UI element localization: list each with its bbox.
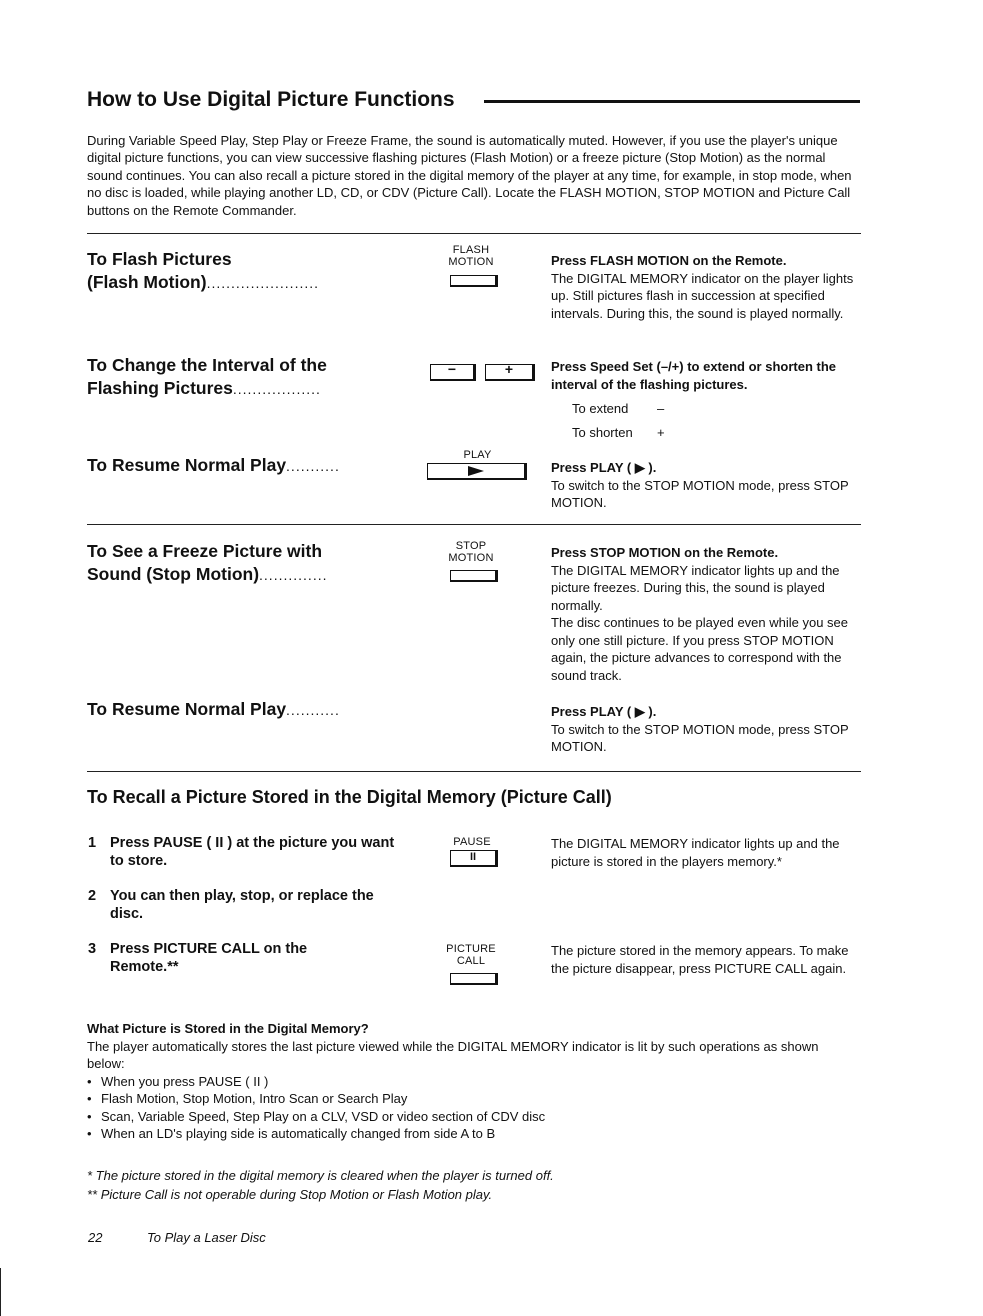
- speed-minus-button-icon: −: [430, 364, 476, 381]
- freeze-heading: To See a Freeze Picture with Sound (Stop Motion)..............: [87, 541, 328, 584]
- extend-value: –: [657, 401, 665, 416]
- stop-motion-button-icon: [450, 570, 498, 582]
- flash-motion-button-label: FLASH MOTION: [448, 244, 494, 268]
- what-heading: What Picture is Stored in the Digital Memory?: [87, 1021, 369, 1036]
- list-item: • When an LD's playing side is automatically changed from side A to B: [87, 1125, 787, 1142]
- step-2-text: You can then play, stop, or replace the disc.: [110, 888, 374, 922]
- stop-motion-button-label: STOP MOTION: [448, 540, 494, 564]
- section-divider: [87, 233, 861, 234]
- list-item: • When you press PAUSE ( II ): [87, 1073, 787, 1090]
- play-icon: [468, 466, 484, 476]
- shorten-label: To shorten: [572, 425, 633, 440]
- title-rule: [484, 100, 860, 103]
- step-3-text: Press PICTURE CALL on the Remote.**: [110, 941, 308, 975]
- step-number: 1: [88, 835, 97, 851]
- pause-button-icon: [450, 850, 498, 867]
- flash-heading: To Flash Pictures (Flash Motion).......................: [87, 249, 320, 292]
- speed-plus-button-icon: +: [485, 364, 535, 381]
- interval-instruction: Press Speed Set (–/+) to extend or shorten the interval of the flashing pictures.: [551, 359, 836, 392]
- section-divider: [87, 524, 861, 525]
- what-text: The player automatically stores the last picture viewed while the DIGITAL MEMORY indicator is lit by such operations as shown below:: [87, 1039, 819, 1072]
- list-item: • Flash Motion, Stop Motion, Intro Scan or Search Play: [87, 1090, 787, 1107]
- page-number: 22: [88, 1230, 103, 1245]
- list-item: • Scan, Variable Speed, Step Play on a CLV, VSD or video section of CDV disc: [87, 1108, 787, 1125]
- footer-section: To Play a Laser Disc: [147, 1230, 266, 1245]
- resume-heading-1: To Resume Normal Play...........: [87, 455, 340, 475]
- step-1-description: The DIGITAL MEMORY indicator lights up and the picture is stored in the players memory.*: [551, 836, 840, 869]
- interval-heading: To Change the Interval of the Flashing Pictures..................: [87, 355, 327, 398]
- play-button-label: PLAY: [463, 449, 492, 461]
- pause-icon: II: [469, 851, 477, 863]
- picture-call-button-label: PICTURE CALL: [446, 943, 496, 967]
- picture-call-button-icon: [450, 973, 498, 985]
- section-divider: [87, 771, 861, 772]
- step-3-description: The picture stored in the memory appears. To make the picture disappear, press PICTURE CALL again.: [551, 943, 849, 976]
- shorten-value: +: [657, 425, 665, 440]
- flash-motion-button-icon: [450, 275, 498, 287]
- step-1-text: Press PAUSE ( II ) at the picture you want to store.: [110, 835, 395, 869]
- step-number: 2: [88, 888, 97, 904]
- extend-label: To extend: [572, 401, 629, 416]
- what-bullet-list: [87, 1073, 787, 1143]
- resume-description-1: Press PLAY ( ▶ ). To switch to the STOP MOTION mode, press STOP MOTION.: [551, 460, 849, 510]
- resume-description-2: Press PLAY ( ▶ ). To switch to the STOP MOTION mode, press STOP MOTION.: [551, 704, 849, 754]
- intro-paragraph: During Variable Speed Play, Step Play or Freeze Frame, the sound is automatically muted. However, if you use the player's unique digital picture functions, you can view successive flashing pictures (Flash Motion) or a freeze picture (Stop Motion) as the normal sound continues. You can also recall a picture stored in the digital memory of the player at any time, for example, in stop mode, when no disc is loaded, while playing another LD, CD, or CDV (Picture Call). Locate the FLASH MOTION, STOP MOTION and Picture Call buttons on the Remote Commander.: [87, 133, 852, 218]
- scan-edge-mark: [0, 1268, 1, 1316]
- step-number: 3: [88, 941, 97, 957]
- page-title: How to Use Digital Picture Functions: [87, 88, 455, 111]
- resume-heading-2: To Resume Normal Play...........: [87, 699, 340, 719]
- footnote-1: * The picture stored in the digital memory is cleared when the player is turned off.: [87, 1168, 554, 1183]
- flash-description: Press FLASH MOTION on the Remote. The DIGITAL MEMORY indicator on the player lights up. Still pictures flash in succession at specified intervals. During this, the sound is played normally.: [551, 253, 854, 321]
- recall-heading: To Recall a Picture Stored in the Digital Memory (Picture Call): [87, 787, 612, 807]
- footnote-2: ** Picture Call is not operable during Stop Motion or Flash Motion play.: [87, 1187, 493, 1202]
- freeze-description: Press STOP MOTION on the Remote. The DIGITAL MEMORY indicator lights up and the picture freezes. During this, the sound is played normally. The disc continues to be played even while you see only one still picture. If you press STOP MOTION again, the picture advances to correspond with the sound track.: [551, 545, 849, 683]
- play-button-icon: [427, 463, 527, 480]
- pause-button-label: PAUSE: [453, 836, 491, 848]
